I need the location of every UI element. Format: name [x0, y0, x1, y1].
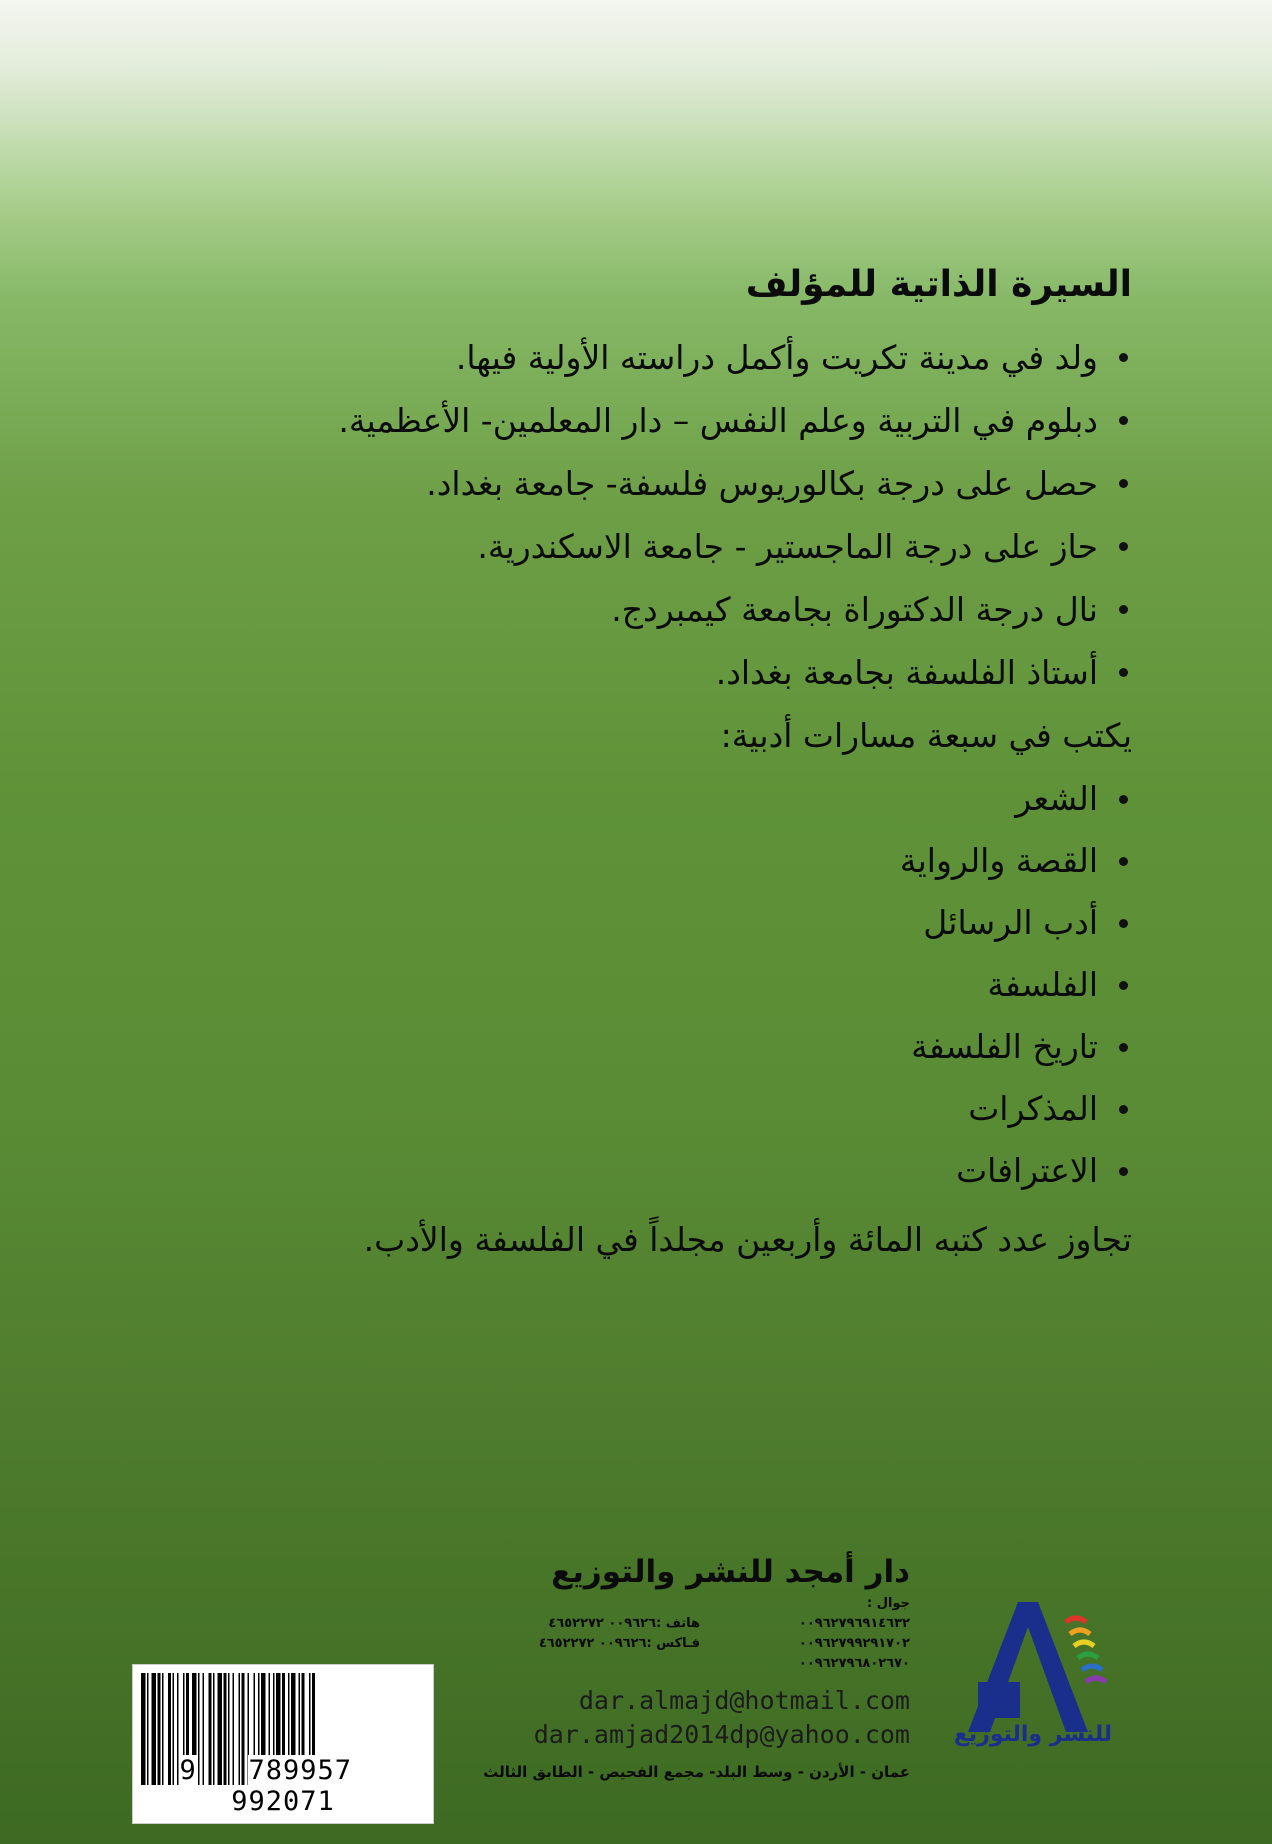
publisher-info — [470, 1550, 910, 1792]
publisher-name: دار أمجد للنشر والتوزيع — [551, 1554, 910, 1590]
fax-number: فـاكس :٠٠٩٦٢٦ ٤٦٥٢٢٧٢ — [538, 1636, 700, 1651]
email-address: dar.amjad2014dp@yahoo.com — [533, 1720, 910, 1749]
path-item: الاعترافات — [132, 1140, 1132, 1202]
bio-item: نال درجة الدكتوراة بجامعة كيمبردج. — [132, 578, 1132, 641]
bio-item: أستاذ الفلسفة بجامعة بغداد. — [132, 641, 1132, 704]
mobile-number: ٠٠٩٦٢٧٩٦٨٠٢٦٧٠ — [798, 1656, 910, 1671]
bio-item: ولد في مدينة تكريت وأكمل دراسته الأولية فيها. — [132, 326, 1132, 389]
closing-text: تجاوز عدد كتبه المائة وأربعين مجلداً في الفلسفة والأدب. — [363, 1220, 1132, 1259]
publisher-address: عمان - الأردن - وسط البلد- مجمع الفحيص - الطابق الثالث — [483, 1763, 910, 1781]
mobile-number: ٠٠٩٦٢٧٩٦٩١٤٦٣٢ — [798, 1616, 910, 1631]
logo-caption: للنشر والتوزيع — [953, 1722, 1113, 1747]
path-item: تاريخ الفلسفة — [132, 1016, 1132, 1078]
contact-numbers — [470, 1594, 910, 1684]
isbn-part: 9 — [179, 1755, 197, 1786]
bio-item: حصل على درجة بكالوريوس فلسفة- جامعة بغداد. — [132, 452, 1132, 515]
email-address: dar.almajd@hotmail.com — [578, 1686, 910, 1715]
path-item: المذكرات — [132, 1078, 1132, 1140]
isbn-digits — [133, 1755, 433, 1817]
isbn-barcode — [132, 1664, 434, 1824]
author-bio — [132, 258, 1132, 1272]
isbn-part: 992071 — [231, 1786, 335, 1817]
isbn-part: 789957 — [248, 1755, 353, 1786]
paths-intro: يكتب في سبعة مسارات أدبية: — [720, 716, 1132, 755]
phone-number: هاتف :٠٠٩٦٢٦ ٤٦٥٢٢٧٢ — [548, 1616, 700, 1631]
path-item: القصة والرواية — [132, 830, 1132, 892]
mobile-column — [740, 1594, 910, 1674]
email-list — [470, 1684, 910, 1752]
mobile-number: ٠٠٩٦٢٧٩٩٢٩١٧٠٢ — [798, 1636, 910, 1651]
path-item: الشعر — [132, 768, 1132, 830]
path-item: الفلسفة — [132, 954, 1132, 1016]
bio-item: حاز على درجة الماجستير - جامعة الاسكندرية. — [132, 515, 1132, 578]
phone-column — [470, 1614, 700, 1654]
mobile-label: جوال : — [867, 1596, 910, 1611]
paths-list — [132, 768, 1132, 1202]
bio-item: دبلوم في التربية وعلم النفس – دار المعلمين- الأعظمية. — [132, 389, 1132, 452]
path-item: أدب الرسائل — [132, 892, 1132, 954]
bio-list — [132, 326, 1132, 704]
bio-title: السيرة الذاتية للمؤلف — [745, 264, 1132, 305]
